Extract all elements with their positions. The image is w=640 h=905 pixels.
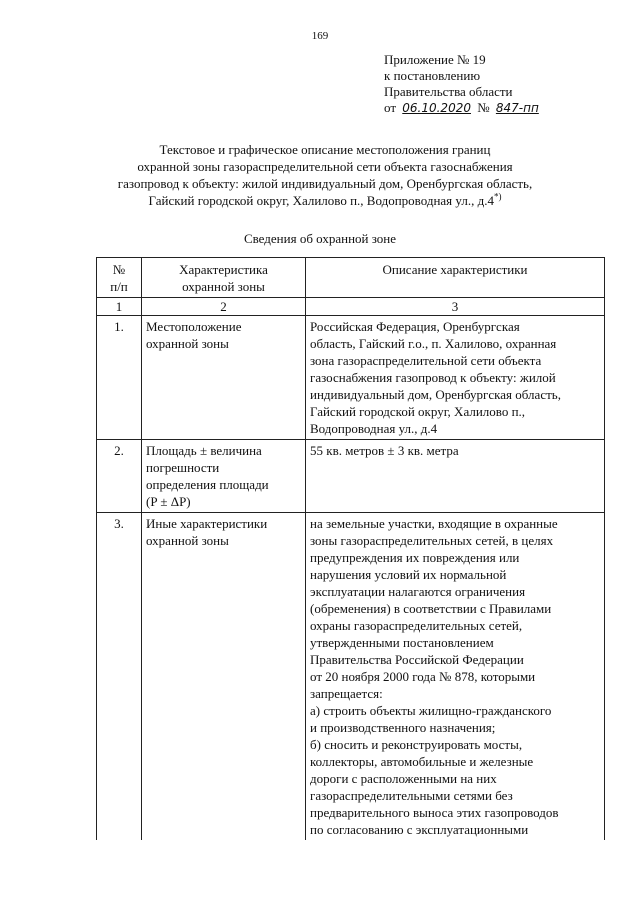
header-description: Описание характеристики (306, 258, 605, 298)
appendix-date-line (384, 100, 542, 116)
description-line: предупреждения их повреждения или (310, 550, 520, 565)
characteristic-line: (P ± ΔP) (146, 494, 191, 509)
row-characteristic (142, 513, 306, 841)
row-description (306, 440, 605, 513)
header-characteristic (142, 258, 306, 298)
description-line: область, Гайский г.о., п. Халилово, охранная (310, 336, 557, 351)
appendix-block (384, 52, 542, 116)
description-line: эксплуатации налагаются ограничения (310, 584, 526, 599)
appendix-line-2: к постановлению (384, 68, 481, 83)
table-row (97, 513, 605, 841)
date-prefix: от (384, 100, 397, 115)
table-row (97, 316, 605, 440)
title-line-1: Текстовое и графическое описание местоположения границ (159, 142, 491, 157)
description-line: предварительного выноса этих газопроводов (310, 805, 559, 820)
row-description (306, 316, 605, 440)
header-number (97, 258, 142, 298)
description-line: от 20 ноября 2000 года № 878, которыми (310, 669, 536, 684)
section-subtitle: Сведения об охранной зоне (243, 231, 397, 246)
column-number-1: 1 (97, 298, 142, 316)
page-number: 169 (311, 30, 329, 42)
row-characteristic (142, 316, 306, 440)
footnote-mark: *) (493, 191, 502, 202)
description-line: (обременения) в соответствии с Правилами (310, 601, 552, 616)
header-characteristic-line-2: охранной зоны (182, 279, 265, 294)
description-line: Правительства Российской Федерации (310, 652, 524, 667)
column-number-row (97, 298, 605, 316)
row-number: 2. (97, 440, 142, 513)
description-line: а) строить объекты жилищно-гражданского (310, 703, 552, 718)
header-number-line-2: п/п (110, 279, 128, 294)
characteristic-line: охранной зоны (146, 533, 229, 548)
number-prefix: № (477, 100, 490, 115)
handwritten-date: 06.10.2020 (402, 101, 471, 115)
characteristic-line: определения площади (146, 477, 269, 492)
header-number-line-1: № (112, 262, 126, 277)
description-line: утвержденными постановлением (310, 635, 494, 650)
description-line: и производственного назначения; (310, 720, 496, 735)
title-line-4 (60, 192, 590, 209)
description-line: зона газораспределительной сети объекта (310, 353, 542, 368)
document-title (60, 141, 590, 209)
title-line-3: газопровод к объекту: жилой индивидуальный дом, Оренбургская область, (117, 176, 533, 191)
characteristic-line: Площадь ± величина (146, 443, 262, 458)
description-line: газораспределительными сетями без (310, 788, 513, 803)
row-number: 3. (97, 513, 142, 841)
description-line: зоны газораспределительных сетей, в целях (310, 533, 554, 548)
characteristic-line: погрешности (146, 460, 220, 475)
handwritten-number: 847-пп (495, 101, 539, 115)
description-line: Гайский городской округ, Халилово п., (310, 404, 526, 419)
appendix-line-3: Правительства области (384, 84, 513, 99)
description-line: Российская Федерация, Оренбургская (310, 319, 520, 334)
table-header-row (97, 258, 605, 298)
description-line: 55 кв. метров ± 3 кв. метра (310, 443, 459, 458)
description-line: коллекторы, автомобильные и железные (310, 754, 534, 769)
title-line-4-text: Гайский городской округ, Халилово п., Водопроводная ул., д.4 (148, 193, 494, 208)
description-line: индивидуальный дом, Оренбургская область, (310, 387, 561, 402)
description-line: охраны газораспределительных сетей, (310, 618, 523, 633)
description-line: б) сносить и реконструировать мосты, (310, 737, 523, 752)
characteristic-line: Иные характеристики (146, 516, 268, 531)
description-line: по согласованию с эксплуатационными (310, 822, 529, 837)
characteristic-line: охранной зоны (146, 336, 229, 351)
row-number: 1. (97, 316, 142, 440)
column-number-3: 3 (306, 298, 605, 316)
description-line: Водопроводная ул., д.4 (310, 421, 438, 436)
zone-info-table (96, 257, 605, 840)
description-line: дороги с расположенными на них (310, 771, 497, 786)
description-line: нарушения условий их нормальной (310, 567, 507, 582)
row-characteristic (142, 440, 306, 513)
header-characteristic-line-1: Характеристика (179, 262, 268, 277)
description-line: на земельные участки, входящие в охранные (310, 516, 558, 531)
characteristic-line: Местоположение (146, 319, 242, 334)
description-line: запрещается: (310, 686, 383, 701)
row-description (306, 513, 605, 841)
description-line: газоснабжения газопровод к объекту: жилой (310, 370, 556, 385)
table-row (97, 440, 605, 513)
column-number-2: 2 (142, 298, 306, 316)
title-line-2: охранной зоны газораспределительной сети объекта газоснабжения (137, 159, 513, 174)
appendix-line-1: Приложение № 19 (384, 52, 486, 67)
